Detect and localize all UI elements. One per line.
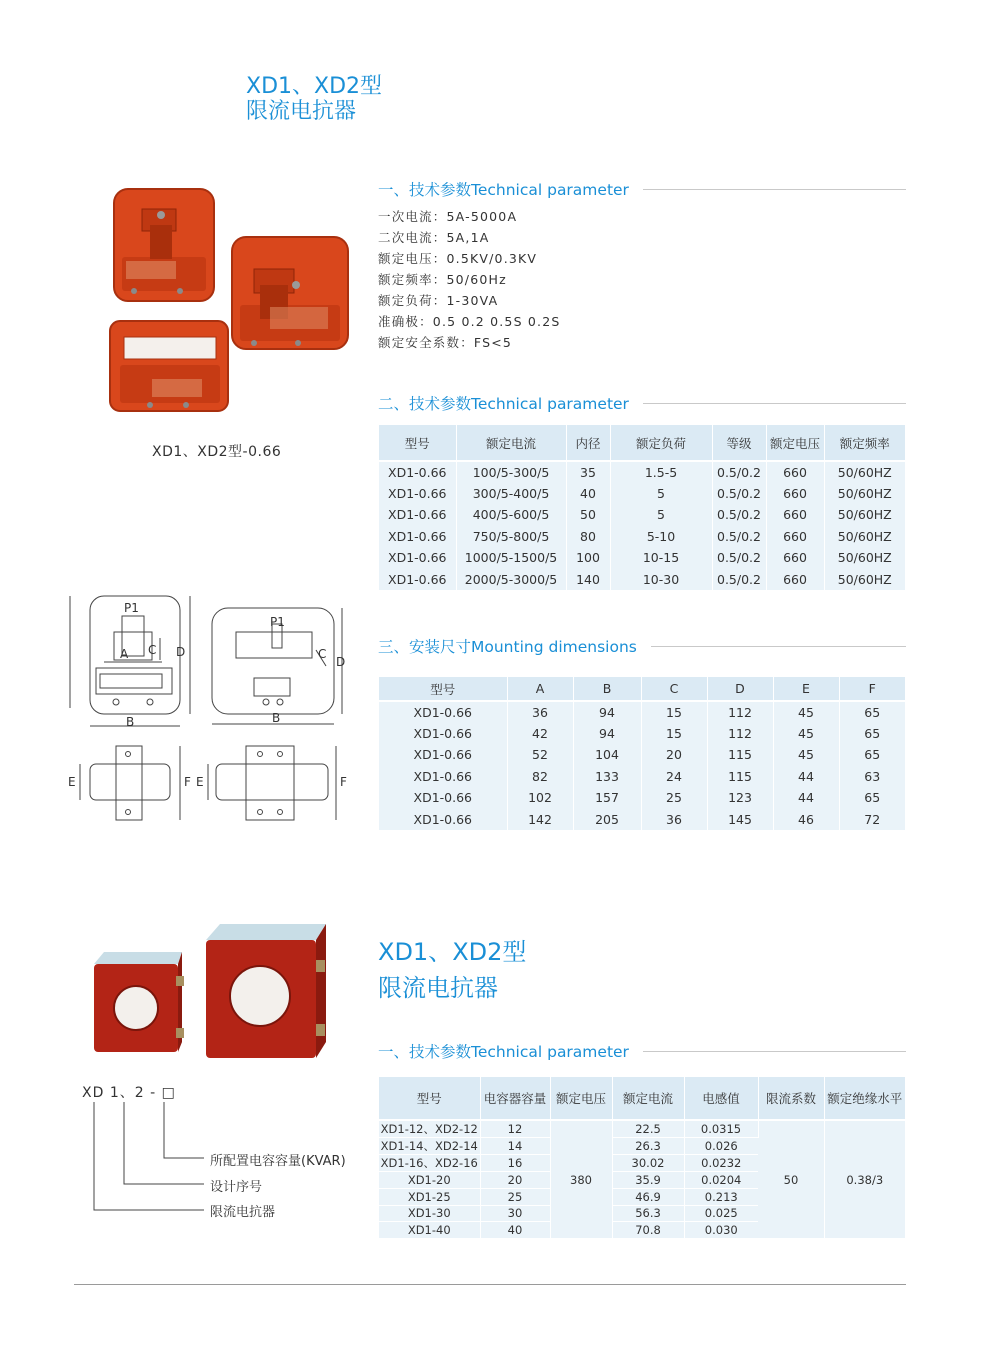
spec-item: 一次电流：5A-5000A <box>378 209 518 224</box>
col-header: 额定电压 <box>550 1077 612 1120</box>
table-header-row <box>379 1077 905 1120</box>
table-cell: XD1-0.66 <box>379 701 507 723</box>
table-cell: 102 <box>507 787 573 809</box>
table-cell: 45 <box>773 744 839 766</box>
drawing-label-d: D <box>176 645 186 659</box>
drawing-label-e: E <box>68 775 76 789</box>
table-cell: 100/5-300/5 <box>456 461 566 483</box>
table-cell: 42 <box>507 723 573 745</box>
drawing-label-a: A <box>120 647 129 661</box>
table-cell: 10-30 <box>610 569 712 591</box>
code-label-reactor: 限流电抗器 <box>210 1205 276 1220</box>
table-row <box>379 809 905 831</box>
table-cell: XD1-25 <box>379 1188 480 1205</box>
table-cell: 44 <box>773 766 839 788</box>
table-cell: XD1-0.66 <box>379 526 456 548</box>
table-cell: 52 <box>507 744 573 766</box>
drawing-label-f: F <box>340 775 347 789</box>
tech-param-table <box>379 425 905 590</box>
heading-tech-param-3 <box>378 1040 906 1062</box>
ct-unit-3 <box>110 321 228 411</box>
table-cell: 1.5-5 <box>610 461 712 483</box>
table-row <box>379 461 905 483</box>
table-header-row <box>379 677 905 701</box>
product-photo-reactor <box>88 918 338 1060</box>
table-cell: 145 <box>707 809 773 831</box>
table-cell: 36 <box>507 701 573 723</box>
footer-rule <box>74 1284 906 1285</box>
col-header: 限流系数 <box>758 1077 824 1120</box>
code-label-design-no: 设计序号 <box>210 1180 263 1195</box>
col-header: A <box>507 677 573 701</box>
heading-rule <box>651 646 906 647</box>
table-cell: 0.0232 <box>684 1155 758 1172</box>
table-cell: 140 <box>566 569 610 591</box>
drawing-side-view-2 <box>208 746 336 820</box>
col-header: 等级 <box>712 425 766 461</box>
col-header: 型号 <box>379 1077 480 1120</box>
drawing-label-c: C <box>148 643 157 657</box>
reactor-unit-large <box>206 924 326 1058</box>
table-cell: 26.3 <box>612 1138 684 1155</box>
table-cell: 0.5/0.2 <box>712 461 766 483</box>
col-header: C <box>641 677 707 701</box>
table-cell: 15 <box>641 701 707 723</box>
table-cell: 660 <box>766 547 824 569</box>
table-cell: XD1-12、XD2-12 <box>379 1120 480 1138</box>
table-cell: 0.0204 <box>684 1172 758 1189</box>
table-cell: 44 <box>773 787 839 809</box>
col-header: 额定电压 <box>766 425 824 461</box>
table-cell: 660 <box>766 526 824 548</box>
reactor-param-table <box>379 1077 905 1239</box>
table-row <box>379 744 905 766</box>
table-cell: 112 <box>707 701 773 723</box>
drawing-label-f: F <box>184 775 191 789</box>
table-cell: 400/5-600/5 <box>456 504 566 526</box>
drawing-label-d: D <box>336 655 346 669</box>
table-cell: 660 <box>766 483 824 505</box>
table-header-row <box>379 425 905 461</box>
table-cell: 115 <box>707 766 773 788</box>
drawing-side-view-1 <box>80 746 180 820</box>
spec-list <box>378 206 561 353</box>
table-cell: 94 <box>573 701 641 723</box>
rated-voltage-cell: 380 <box>550 1120 612 1239</box>
photo-caption: XD1、XD2型-0.66 <box>152 444 282 460</box>
reactor-unit-small <box>94 952 184 1052</box>
col-header: E <box>773 677 839 701</box>
table-cell: XD1-30 <box>379 1205 480 1222</box>
section1-title <box>246 74 382 125</box>
drawing-label-p1: P1 <box>270 615 285 629</box>
col-header: 额定电流 <box>456 425 566 461</box>
table-row <box>379 483 905 505</box>
table-cell: 0.213 <box>684 1188 758 1205</box>
table-cell: 46.9 <box>612 1188 684 1205</box>
col-header: 额定绝缘水平 <box>824 1077 905 1120</box>
table-cell: 104 <box>573 744 641 766</box>
table-cell: XD1-0.66 <box>379 569 456 591</box>
table-cell: 50/60HZ <box>824 526 905 548</box>
mounting-dimension-table <box>379 677 905 830</box>
table-cell: XD1-0.66 <box>379 547 456 569</box>
table-cell: 660 <box>766 504 824 526</box>
table-cell: 0.030 <box>684 1222 758 1239</box>
spec-item: 二次电流：5A,1A <box>378 230 490 245</box>
table-cell: 115 <box>707 744 773 766</box>
table-cell: XD1-0.66 <box>379 461 456 483</box>
table-cell: 50/60HZ <box>824 569 905 591</box>
table-cell: XD1-0.66 <box>379 744 507 766</box>
table-cell: 94 <box>573 723 641 745</box>
heading-mounting-dimensions <box>378 635 906 657</box>
table-cell: XD1-40 <box>379 1222 480 1239</box>
table-cell: 0.026 <box>684 1138 758 1155</box>
ct-unit-2 <box>232 237 348 349</box>
table-cell: 123 <box>707 787 773 809</box>
spec-item: 额定电压：0.5KV/0.3KV <box>378 251 538 266</box>
model-code-lines <box>88 1100 208 1212</box>
table-cell: 63 <box>839 766 905 788</box>
code-label-capacitor: 所配置电容容量(KVAR) <box>210 1154 346 1169</box>
table-cell: XD1-16、XD2-16 <box>379 1155 480 1172</box>
heading-tech-param-3-text: 一、技术参数Technical parameter <box>378 1043 629 1061</box>
table-cell: 0.5/0.2 <box>712 526 766 548</box>
section1-title-line1: XD1、XD2型 <box>246 74 383 99</box>
col-header: 额定电流 <box>612 1077 684 1120</box>
product-photo-ct <box>100 185 360 415</box>
table-cell: 157 <box>573 787 641 809</box>
table-cell: 16 <box>480 1155 550 1172</box>
table-row <box>379 766 905 788</box>
table-cell: 5 <box>610 483 712 505</box>
heading-tech-param-1-text: 一、技术参数Technical parameter <box>378 181 629 199</box>
table-cell: XD1-20 <box>379 1172 480 1189</box>
table-cell: 65 <box>839 744 905 766</box>
table-cell: 15 <box>641 723 707 745</box>
table-cell: 65 <box>839 701 905 723</box>
heading-mounting-dimensions-text: 三、安装尺寸Mounting dimensions <box>378 638 637 656</box>
table-cell: 300/5-400/5 <box>456 483 566 505</box>
table-cell: 0.5/0.2 <box>712 483 766 505</box>
table-cell: 5 <box>610 504 712 526</box>
table-cell: 30 <box>480 1205 550 1222</box>
mounting-drawing <box>60 588 370 828</box>
table-cell: 25 <box>641 787 707 809</box>
drawing-label-b: B <box>126 715 135 729</box>
table-cell: XD1-0.66 <box>379 504 456 526</box>
table-cell: 25 <box>480 1188 550 1205</box>
table-row <box>379 787 905 809</box>
table-cell: 133 <box>573 766 641 788</box>
table-cell: 65 <box>839 723 905 745</box>
table-row <box>379 1120 905 1138</box>
col-header: D <box>707 677 773 701</box>
table-cell: 50/60HZ <box>824 461 905 483</box>
table-row <box>379 723 905 745</box>
table-cell: 20 <box>480 1172 550 1189</box>
drawing-label-e: E <box>196 775 204 789</box>
col-header: 额定负荷 <box>610 425 712 461</box>
table-cell: 0.0315 <box>684 1120 758 1138</box>
table-cell: 46 <box>773 809 839 831</box>
table-cell: 205 <box>573 809 641 831</box>
table-cell: 35 <box>566 461 610 483</box>
col-header: 额定频率 <box>824 425 905 461</box>
table-cell: 50/60HZ <box>824 483 905 505</box>
table-cell: 0.5/0.2 <box>712 504 766 526</box>
table-cell: 45 <box>773 701 839 723</box>
section2-title-line2: 限流电抗器 <box>378 974 498 1002</box>
heading-rule <box>643 1051 906 1052</box>
table-cell: 22.5 <box>612 1120 684 1138</box>
table-cell: 142 <box>507 809 573 831</box>
table-cell: 0.025 <box>684 1205 758 1222</box>
table-cell: 40 <box>566 483 610 505</box>
table-cell: 750/5-800/5 <box>456 526 566 548</box>
table-cell: 660 <box>766 569 824 591</box>
spec-item: 额定安全系数：FS<5 <box>378 335 513 350</box>
table-cell: XD1-0.66 <box>379 483 456 505</box>
heading-tech-param-1 <box>378 178 906 200</box>
table-cell: XD1-0.66 <box>379 787 507 809</box>
table-cell: 0.5/0.2 <box>712 569 766 591</box>
table-cell: XD1-0.66 <box>379 723 507 745</box>
heading-tech-param-2-text: 二、技术参数Technical parameter <box>378 395 629 413</box>
table-cell: 2000/5-3000/5 <box>456 569 566 591</box>
table-cell: XD1-0.66 <box>379 809 507 831</box>
table-cell: 50/60HZ <box>824 504 905 526</box>
drawing-label-b: B <box>272 711 281 725</box>
heading-rule <box>643 403 906 404</box>
col-header: 内径 <box>566 425 610 461</box>
drawing-label-c: C <box>318 647 327 661</box>
table-cell: 35.9 <box>612 1172 684 1189</box>
col-header: F <box>839 677 905 701</box>
table-cell: 14 <box>480 1138 550 1155</box>
heading-rule <box>643 189 906 190</box>
table-cell: 10-15 <box>610 547 712 569</box>
table-cell: 0.5/0.2 <box>712 547 766 569</box>
table-cell: 1000/5-1500/5 <box>456 547 566 569</box>
table-cell: XD1-0.66 <box>379 766 507 788</box>
table-cell: 50 <box>566 504 610 526</box>
spec-item: 额定负荷：1-30VA <box>378 293 499 308</box>
table-row <box>379 526 905 548</box>
table-cell: 80 <box>566 526 610 548</box>
col-header: 型号 <box>379 425 456 461</box>
col-header: 型号 <box>379 677 507 701</box>
section2-title-line1: XD1、XD2型 <box>378 938 527 966</box>
spec-item: 准确极：0.5 0.2 0.5S 0.2S <box>378 314 561 329</box>
drawing-label-p1: P1 <box>124 601 139 615</box>
section1-title-line2: 限流电抗器 <box>246 99 357 125</box>
table-cell: 5-10 <box>610 526 712 548</box>
col-header: 电感值 <box>684 1077 758 1120</box>
limit-factor-cell: 50 <box>758 1120 824 1239</box>
section2-title <box>378 934 526 1006</box>
table-cell: 660 <box>766 461 824 483</box>
col-header: 电容器容量 <box>480 1077 550 1120</box>
table-cell: 30.02 <box>612 1155 684 1172</box>
table-row <box>379 569 905 591</box>
table-cell: 72 <box>839 809 905 831</box>
table-cell: 20 <box>641 744 707 766</box>
spec-item: 额定频率：50/60Hz <box>378 272 507 287</box>
table-row <box>379 504 905 526</box>
table-cell: 112 <box>707 723 773 745</box>
table-cell: XD1-14、XD2-14 <box>379 1138 480 1155</box>
table-cell: 70.8 <box>612 1222 684 1239</box>
ct-unit-1 <box>114 189 214 301</box>
table-cell: 82 <box>507 766 573 788</box>
table-cell: 50/60HZ <box>824 547 905 569</box>
table-cell: 36 <box>641 809 707 831</box>
table-cell: 24 <box>641 766 707 788</box>
insulation-level-cell: 0.38/3 <box>824 1120 905 1239</box>
table-cell: 65 <box>839 787 905 809</box>
table-row <box>379 547 905 569</box>
col-header: B <box>573 677 641 701</box>
table-cell: 100 <box>566 547 610 569</box>
heading-tech-param-2 <box>378 392 906 414</box>
drawing-front-view-1 <box>70 596 190 726</box>
table-cell: 40 <box>480 1222 550 1239</box>
table-cell: 12 <box>480 1120 550 1138</box>
table-row <box>379 701 905 723</box>
table-cell: 56.3 <box>612 1205 684 1222</box>
table-cell: 45 <box>773 723 839 745</box>
model-code: XD 1、2 - □ <box>82 1085 176 1101</box>
